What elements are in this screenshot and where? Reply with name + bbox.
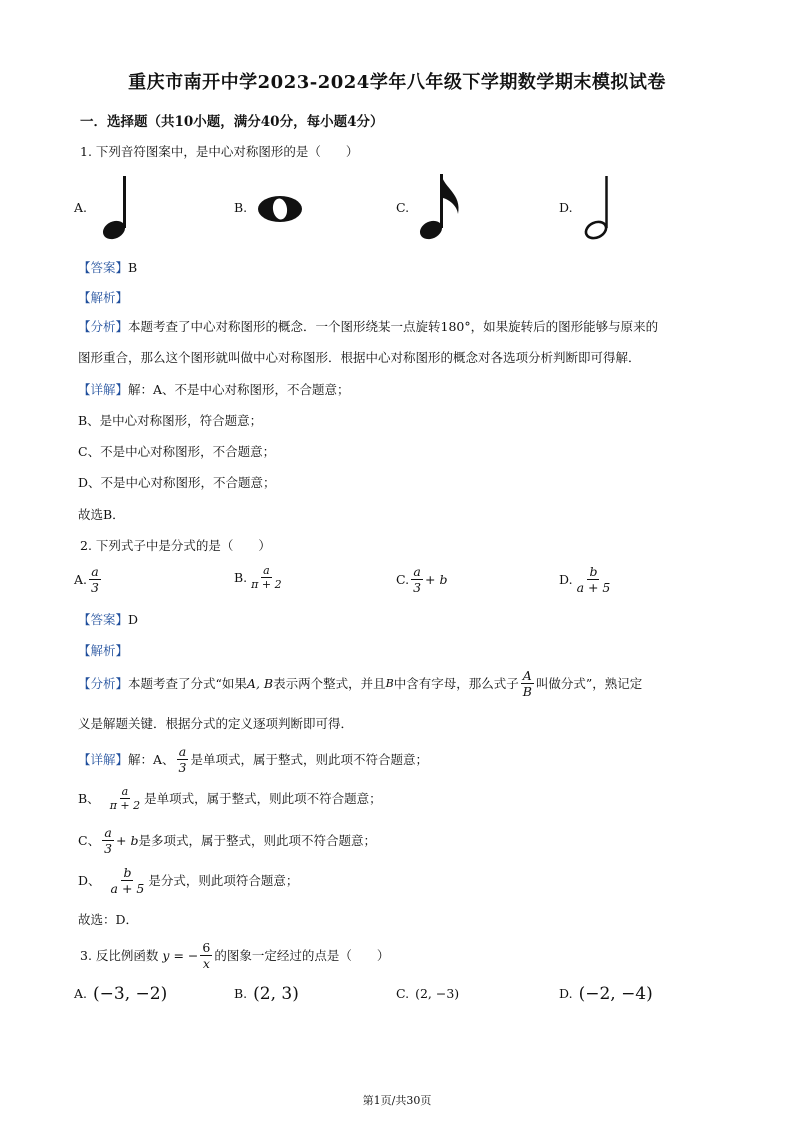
- math-b: B: [385, 676, 394, 690]
- math-tail: + b: [116, 832, 139, 848]
- section-heading: 一．选择题（共10小题，满分40分，每小题4分）: [80, 114, 384, 130]
- fraction: $\frac{a}{3}$: [178, 744, 187, 775]
- q1-option-b-label: B.: [234, 200, 248, 215]
- option-label: B.: [234, 986, 248, 1001]
- q2-detail-d: [78, 865, 298, 896]
- q1-conclusion: 故选B．: [78, 507, 125, 522]
- page-title: 重庆市南开中学2023-2024学年八年级下学期数学期末模拟试卷: [128, 72, 666, 93]
- xiangjie-tag: 【详解】: [78, 751, 129, 767]
- fenxi-text: 叫做分式”，熟记定: [535, 675, 643, 691]
- q1-detail-line4: D、不是中心对称图形，不合题意；: [78, 475, 276, 490]
- detail-text: B、: [78, 790, 100, 806]
- fraction: $\frac{A}{B}$: [522, 668, 532, 699]
- fraction: $\frac{b}{a + 5}$: [576, 564, 611, 595]
- option-label: B.: [234, 570, 248, 585]
- math-ab: A, B: [246, 675, 274, 691]
- stem-text: 3. 反比例函数: [80, 947, 159, 963]
- q1-detail-line2: B、是中心对称图形，符合题意；: [78, 413, 263, 428]
- option-value: (−2, −4): [578, 984, 653, 1004]
- answer-value: B: [128, 260, 138, 275]
- fenxi-tag: 【分析】: [78, 675, 129, 691]
- q1-detail-line1: [78, 382, 350, 398]
- detail-text: 是多项式，属于整式，则此项不符合题意；: [138, 832, 376, 848]
- q2-fenxi-line2: 义是解题关键．根据分式的定义逐项判断即可得．: [78, 716, 354, 731]
- q2-detail-b: [78, 785, 382, 812]
- half-note-icon: [580, 172, 616, 244]
- q2-conclusion: 故选：D．: [78, 912, 139, 927]
- option-label: D.: [559, 986, 573, 1001]
- quarter-note-icon: [96, 172, 136, 244]
- q2-option-b: [234, 564, 286, 591]
- fenxi-text: 本题考查了分式“如果: [128, 675, 247, 691]
- q1-analysis-tag: 【解析】: [78, 290, 129, 305]
- q2-detail-a: [78, 744, 428, 775]
- q3-stem: [80, 940, 389, 971]
- function-lhs: y = −: [162, 947, 199, 963]
- q2-fenxi-line1: [78, 668, 642, 699]
- detail-text: 解：A、: [128, 751, 175, 767]
- fraction: $\frac{a}{3}$: [104, 825, 113, 856]
- detail-text: C、: [78, 832, 101, 848]
- detail-text: 解：A、不是中心对称图形，不合题意；: [128, 382, 350, 397]
- q3-option-d: [559, 986, 653, 1002]
- detail-text: 是单项式，属于整式，则此项不符合题意；: [190, 751, 429, 767]
- fraction: $\frac{a}{\pi + 2}$: [251, 564, 282, 591]
- option-label: C.: [396, 572, 410, 587]
- answer-value: D: [128, 612, 139, 627]
- q2-analysis-tag: 【解析】: [78, 643, 129, 658]
- q1-fenxi-line2: 图形重合，那么这个图形就叫做中心对称图形．根据中心对称图形的概念对各选项分析判断即可得解．: [78, 350, 641, 365]
- xiangjie-tag: 【详解】: [78, 382, 129, 397]
- detail-text: 是单项式，属于整式，则此项不符合题意；: [144, 790, 382, 806]
- q1-answer: [78, 257, 137, 276]
- q1-detail-line3: C、不是中心对称图形，不合题意；: [78, 444, 276, 459]
- option-label: D.: [559, 572, 573, 587]
- fraction: $\frac{6}{x}$: [202, 940, 211, 971]
- q2-option-a: [74, 564, 103, 595]
- q2-stem: 2. 下列式子中是分式的是（ ）: [80, 538, 271, 553]
- q1-option-a-label: A.: [74, 200, 88, 215]
- q3-option-b: [234, 986, 299, 1002]
- q3-option-a: [74, 986, 167, 1002]
- q2-answer: [78, 609, 138, 628]
- q2-option-d: [559, 564, 614, 595]
- page-number: 第1页/共30页: [362, 1094, 432, 1107]
- q2-option-c: [396, 564, 448, 595]
- answer-tag: 【答案】: [78, 260, 129, 275]
- fenxi-tag: 【分析】: [78, 319, 129, 334]
- answer-tag: 【答案】: [78, 612, 129, 627]
- option-label: A.: [74, 572, 88, 587]
- fenxi-text: 中含有字母，那么式子: [393, 675, 519, 691]
- option-value: (2, −3): [415, 986, 460, 1001]
- detail-text: 是分式，则此项符合题意；: [148, 872, 299, 888]
- option-label: C.: [396, 986, 410, 1001]
- fenxi-text: 表示两个整式，并且: [273, 675, 386, 691]
- fraction: $\frac{b}{a + 5}$: [110, 865, 145, 896]
- eighth-note-icon: [416, 170, 466, 242]
- q1-option-c-label: C.: [396, 200, 410, 215]
- fenxi-text: 本题考查了中心对称图形的概念．一个图形绕某一点旋转180°，如果旋转后的图形能够与原来的: [128, 319, 659, 334]
- q3-option-c: [396, 986, 459, 1002]
- option-label: A.: [74, 986, 88, 1001]
- fraction: $\frac{a}{\pi + 2}$: [109, 785, 141, 812]
- q1-fenxi-line1: [78, 319, 658, 335]
- option-tail: + b: [425, 571, 448, 587]
- whole-note-icon: [256, 193, 304, 225]
- q1-option-d-label: D.: [559, 200, 573, 215]
- detail-text: D、: [78, 872, 101, 888]
- option-value: (2, 3): [253, 984, 299, 1004]
- fraction: $\frac{a}{3}$: [413, 564, 422, 595]
- q2-detail-c: [78, 825, 376, 856]
- fraction: $\frac{a}{3}$: [91, 564, 99, 595]
- stem-text: 的图象一定经过的点是（ ）: [214, 947, 390, 963]
- q1-stem: 1. 下列音符图案中，是中心对称图形的是（ ）: [80, 144, 359, 159]
- option-value: (−3, −2): [93, 984, 168, 1004]
